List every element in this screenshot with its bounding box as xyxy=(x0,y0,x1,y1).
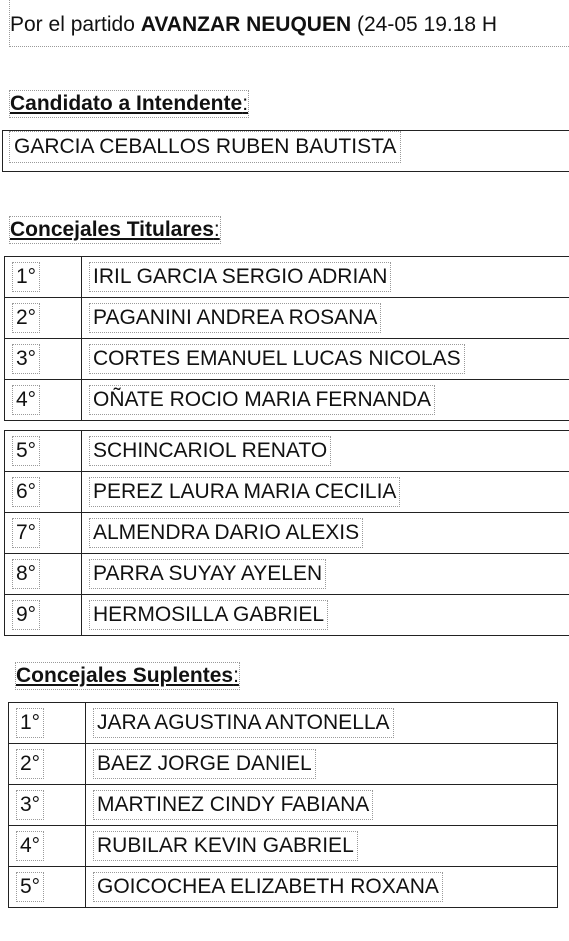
candidate-name: BAEZ JORGE DANIEL xyxy=(94,750,315,778)
position-cell xyxy=(9,826,86,867)
candidate-cell xyxy=(82,257,569,298)
position-cell xyxy=(5,595,82,636)
position-cell xyxy=(9,867,86,908)
candidate-name: MARTINEZ CINDY FABIANA xyxy=(94,791,372,819)
position-cell xyxy=(9,785,86,826)
party-header xyxy=(10,0,569,46)
position-number: 6° xyxy=(13,478,39,506)
header-prefix: Por el partido xyxy=(10,13,135,36)
position-number: 2° xyxy=(17,750,43,778)
suplentes-section-title xyxy=(16,663,239,689)
candidate-name: HERMOSILLA GABRIEL xyxy=(90,601,327,629)
titulares-title: Concejales Titulares xyxy=(10,218,214,241)
candidate-cell xyxy=(86,744,558,785)
candidate-cell xyxy=(86,867,558,908)
position-cell xyxy=(9,744,86,785)
candidate-name: PAGANINI ANDREA ROSANA xyxy=(90,304,380,332)
candidate-cell xyxy=(86,826,558,867)
candidate-cell xyxy=(82,380,569,421)
candidate-cell xyxy=(82,554,569,595)
intendente-name: GARCIA CEBALLOS RUBEN BAUTISTA xyxy=(10,132,400,162)
intendente-title-colon: : xyxy=(242,92,249,115)
candidate-cell xyxy=(82,513,569,554)
position-cell xyxy=(5,257,82,298)
table-row xyxy=(5,431,569,472)
position-number: 4° xyxy=(13,386,39,414)
table-row xyxy=(5,380,569,421)
position-cell xyxy=(5,298,82,339)
titulares-section-title xyxy=(10,217,220,243)
position-number: 1° xyxy=(13,263,39,291)
titulares-title-colon: : xyxy=(213,218,220,241)
party-name: AVANZAR NEUQUEN xyxy=(140,13,352,36)
position-number: 9° xyxy=(13,601,39,629)
suplentes-table xyxy=(8,702,558,908)
position-number: 8° xyxy=(13,560,39,588)
table-row xyxy=(5,513,569,554)
candidate-cell xyxy=(82,595,569,636)
suplentes-title-colon: : xyxy=(233,664,239,687)
intendente-section-title xyxy=(10,91,248,117)
candidate-cell xyxy=(82,339,569,380)
candidate-cell xyxy=(86,785,558,826)
position-cell xyxy=(5,339,82,380)
position-number: 5° xyxy=(13,437,39,465)
position-cell xyxy=(9,703,86,744)
position-number: 2° xyxy=(13,304,39,332)
candidate-cell xyxy=(82,472,569,513)
candidate-name: OÑATE ROCIO MARIA FERNANDA xyxy=(90,386,434,414)
table-row xyxy=(5,298,569,339)
candidate-cell xyxy=(86,703,558,744)
position-cell xyxy=(5,431,82,472)
candidate-name: CORTES EMANUEL LUCAS NICOLAS xyxy=(90,345,464,373)
candidate-name: RUBILAR KEVIN GABRIEL xyxy=(94,832,357,860)
position-cell xyxy=(5,380,82,421)
table-row xyxy=(5,554,569,595)
position-cell xyxy=(5,472,82,513)
candidate-cell xyxy=(82,298,569,339)
candidate-name: PEREZ LAURA MARIA CECILIA xyxy=(90,478,399,506)
position-cell xyxy=(5,513,82,554)
candidate-name: PARRA SUYAY AYELEN xyxy=(90,560,325,588)
position-number: 1° xyxy=(17,709,43,737)
table-row xyxy=(9,826,558,867)
candidate-name: SCHINCARIOL RENATO xyxy=(90,437,330,465)
intendente-title: Candidato a Intendente xyxy=(10,92,243,115)
position-number: 3° xyxy=(13,345,39,373)
candidate-name: IRIL GARCIA SERGIO ADRIAN xyxy=(90,263,390,291)
table-row xyxy=(5,595,569,636)
candidate-cell xyxy=(82,431,569,472)
candidate-name: ALMENDRA DARIO ALEXIS xyxy=(90,519,362,547)
position-cell xyxy=(5,554,82,595)
titulares-table-b xyxy=(4,430,569,636)
candidate-name: JARA AGUSTINA ANTONELLA xyxy=(94,709,393,737)
titulares-table-a xyxy=(4,256,569,421)
position-number: 7° xyxy=(13,519,39,547)
header-suffix: (24-05 19.18 H xyxy=(356,13,498,36)
position-number: 4° xyxy=(17,832,43,860)
table-row xyxy=(9,785,558,826)
table-row xyxy=(5,339,569,380)
table-row xyxy=(9,703,558,744)
position-number: 5° xyxy=(17,873,43,901)
position-number: 3° xyxy=(17,791,43,819)
suplentes-title: Concejales Suplentes xyxy=(16,664,234,687)
table-row xyxy=(9,744,558,785)
table-row xyxy=(5,257,569,298)
table-row xyxy=(5,472,569,513)
table-row xyxy=(9,867,558,908)
candidate-name: GOICOCHEA ELIZABETH ROXANA xyxy=(94,873,442,901)
